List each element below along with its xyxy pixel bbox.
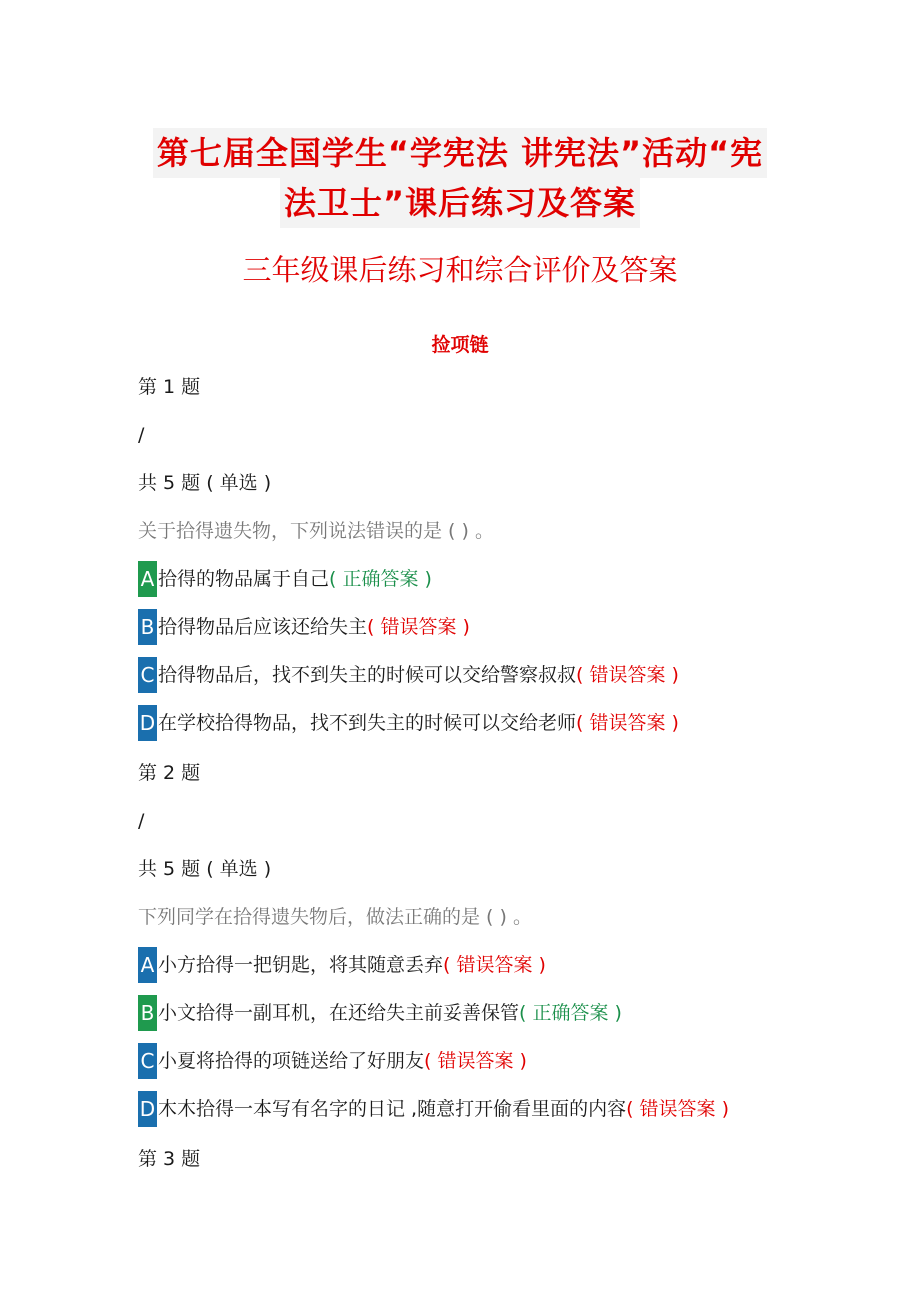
option-c[interactable] — [138, 1043, 838, 1079]
title-line-1: 第七届全国学生“学宪法 讲宪法”活动“宪 — [153, 128, 767, 178]
document-title — [130, 128, 790, 228]
question-stem: 关于拾得遗失物，下列说法错误的是 ( ) 。 — [138, 520, 494, 542]
option-letter-badge: A — [138, 947, 157, 983]
option-text: 小文拾得一副耳机，在还给失主前妥善保管 — [158, 1002, 520, 1024]
option-d[interactable] — [138, 705, 838, 741]
title-line-2: 法卫士”课后练习及答案 — [280, 178, 640, 228]
option-letter-badge: B — [138, 609, 157, 645]
option-text: 在学校拾得物品，找不到失主的时候可以交给老师 — [158, 712, 577, 734]
question-1 — [138, 372, 838, 753]
option-b[interactable] — [138, 995, 838, 1031]
answer-label-wrong: ( 错误答案 ) — [576, 664, 679, 686]
answer-label-correct: ( 正确答案 ) — [519, 1002, 622, 1024]
answer-label-correct: ( 正确答案 ) — [329, 568, 432, 590]
answer-label-wrong: ( 错误答案 ) — [576, 712, 679, 734]
question-number: 第 2 题 — [138, 762, 201, 784]
option-letter-badge: D — [138, 705, 157, 741]
answer-label-wrong: ( 错误答案 ) — [424, 1050, 527, 1072]
question-separator: / — [138, 424, 145, 446]
option-text: 拾得物品后应该还给失主 — [158, 616, 368, 638]
option-text: 拾得物品后，找不到失主的时候可以交给警察叔叔 — [158, 664, 577, 686]
option-b[interactable] — [138, 609, 838, 645]
question-count: 共 5 题 ( 单选 ) — [138, 858, 272, 880]
question-3 — [138, 1144, 838, 1174]
option-text: 拾得的物品属于自己 — [158, 568, 330, 590]
option-letter-badge: C — [138, 1043, 157, 1079]
question-count: 共 5 题 ( 单选 ) — [138, 472, 272, 494]
question-stem: 下列同学在拾得遗失物后，做法正确的是 ( ) 。 — [138, 906, 532, 928]
option-letter-badge: D — [138, 1091, 157, 1127]
answer-label-wrong: ( 错误答案 ) — [626, 1098, 729, 1120]
option-a[interactable] — [138, 947, 838, 983]
document-subtitle: 三年级课后练习和综合评价及答案 — [242, 253, 678, 287]
option-letter-badge: A — [138, 561, 157, 597]
option-c[interactable] — [138, 657, 838, 693]
option-text: 木木拾得一本写有名字的日记 ,随意打开偷看里面的内容 — [158, 1098, 627, 1120]
question-number: 第 3 题 — [138, 1148, 201, 1170]
option-d[interactable] — [138, 1091, 838, 1127]
option-text: 小夏将拾得的项链送给了好朋友 — [158, 1050, 425, 1072]
question-separator: / — [138, 810, 145, 832]
option-letter-badge: C — [138, 657, 157, 693]
question-2 — [138, 758, 838, 1139]
question-number: 第 1 题 — [138, 376, 201, 398]
answer-label-wrong: ( 错误答案 ) — [443, 954, 546, 976]
option-text: 小方拾得一把钥匙，将其随意丢弃 — [158, 954, 444, 976]
section-heading: 捡项链 — [431, 334, 489, 356]
option-a[interactable] — [138, 561, 838, 597]
option-letter-badge: B — [138, 995, 157, 1031]
answer-label-wrong: ( 错误答案 ) — [367, 616, 470, 638]
